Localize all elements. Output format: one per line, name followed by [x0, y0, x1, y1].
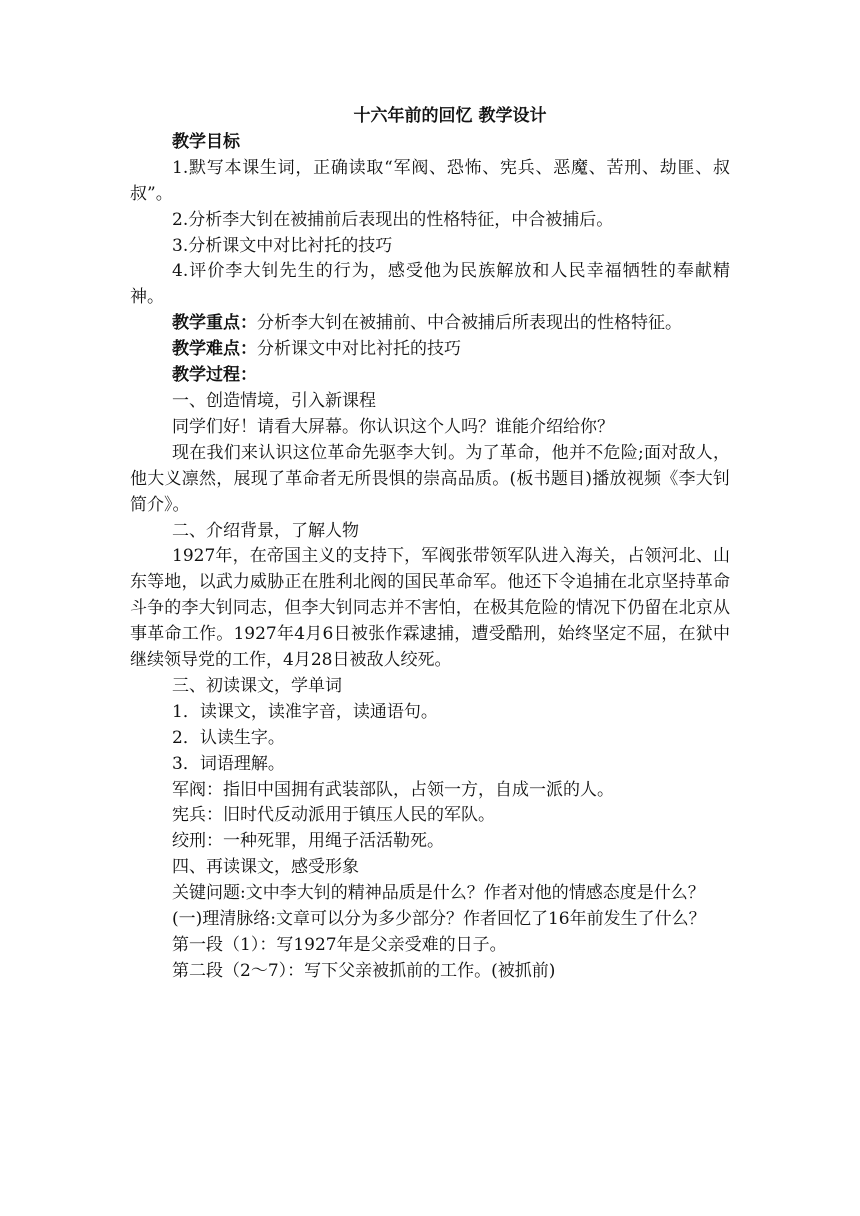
- section3-title: 三、初读课文，学单词: [172, 675, 342, 696]
- section1-paragraph-1: 同学们好！请看大屏幕。你认识这个人吗？谁能介绍给你？: [172, 416, 614, 437]
- section4-paragraph-3: 第一段（1）：写1927年是父亲受难的日子。: [172, 935, 507, 955]
- key-point-label: 教学重点：: [172, 313, 257, 334]
- objective-item-1: 1.默写本课生词，正确读取“军阀、恐怖、宪兵、恶魔、苦刑、劫匪、叔叔”。: [130, 157, 730, 204]
- section4-paragraph-4: 第二段（2～7）：写下父亲被抓前的工作。(被抓前): [172, 960, 556, 981]
- key-point-text: 分析李大钊在被捕前、中合被捕后所表现出的性格特征。: [257, 313, 682, 334]
- difficulty-text: 分析课文中对比衬托的技巧: [257, 339, 461, 360]
- objectives-heading: 教学目标: [172, 131, 240, 152]
- section3-item-3: 3．词语理解。: [172, 753, 285, 774]
- key-point-paragraph: [130, 311, 730, 337]
- difficulty-label: 教学难点：: [172, 339, 257, 360]
- section4-title: 四、再读课文，感受形象: [172, 857, 359, 878]
- difficulty-paragraph: [130, 337, 730, 363]
- section2-title: 二、介绍背景，了解人物: [172, 520, 359, 541]
- objective-item-2: 2.分析李大钊在被捕前后表现出的性格特征，中合被捕后。: [172, 209, 614, 230]
- document-title: 十六年前的回忆 教学设计: [353, 106, 547, 126]
- document-page: [130, 104, 730, 985]
- objective-item-4: 4.评价李大钊先生的行为，感受他为民族解放和人民幸福牺牲的奉献精神。: [130, 261, 730, 308]
- process-heading: 教学过程：: [172, 365, 257, 386]
- section3-item-6: 绞刑：一种死罪，用绳子活活勒死。: [172, 831, 444, 852]
- section1-paragraph-2: 现在我们来认识这位革命先驱李大钊。为了革命，他并不危险;面对敌人，他大义凛然，展现了革命者无所畏惧的崇高品质。(板书题目)播放视频《李大钊简介》。: [130, 442, 730, 515]
- section3-item-2: 2．认读生字。: [172, 727, 285, 748]
- section4-paragraph-1: 关键问题:文中李大钊的精神品质是什么？作者对他的情感态度是什么？: [172, 883, 705, 904]
- section3-item-4: 军阀：指旧中国拥有武装部队，占领一方，自成一派的人。: [172, 779, 614, 800]
- section3-item-1: 1．读课文，读准字音，读通语句。: [172, 701, 438, 722]
- section4-paragraph-2: (一)理清脉络:文章可以分为多少部分？作者回忆了16年前发生了什么？: [172, 909, 706, 930]
- objective-item-3: 3.分析课文中对比衬托的技巧: [172, 235, 393, 256]
- section2-paragraph-1: 1927年，在帝国主义的支持下，军阀张带领军队进入海关，占领河北、山东等地，以武力威胁正在胜利北阀的国民革命军。他还下令追捕在北京坚持革命斗争的李大钊同志，但李大钊同志并不害怕，在极其危险的情况下仍留在北京从事革命工作。1927年4月6日被张作霖逮捕，遭受酷刑，始终坚定不屈，在狱中继续领导党的工作，4月28日被敌人绞死。: [130, 546, 730, 671]
- section3-item-5: 宪兵：旧时代反动派用于镇压人民的军队。: [172, 805, 495, 826]
- section1-title: 一、创造情境，引入新课程: [172, 390, 376, 411]
